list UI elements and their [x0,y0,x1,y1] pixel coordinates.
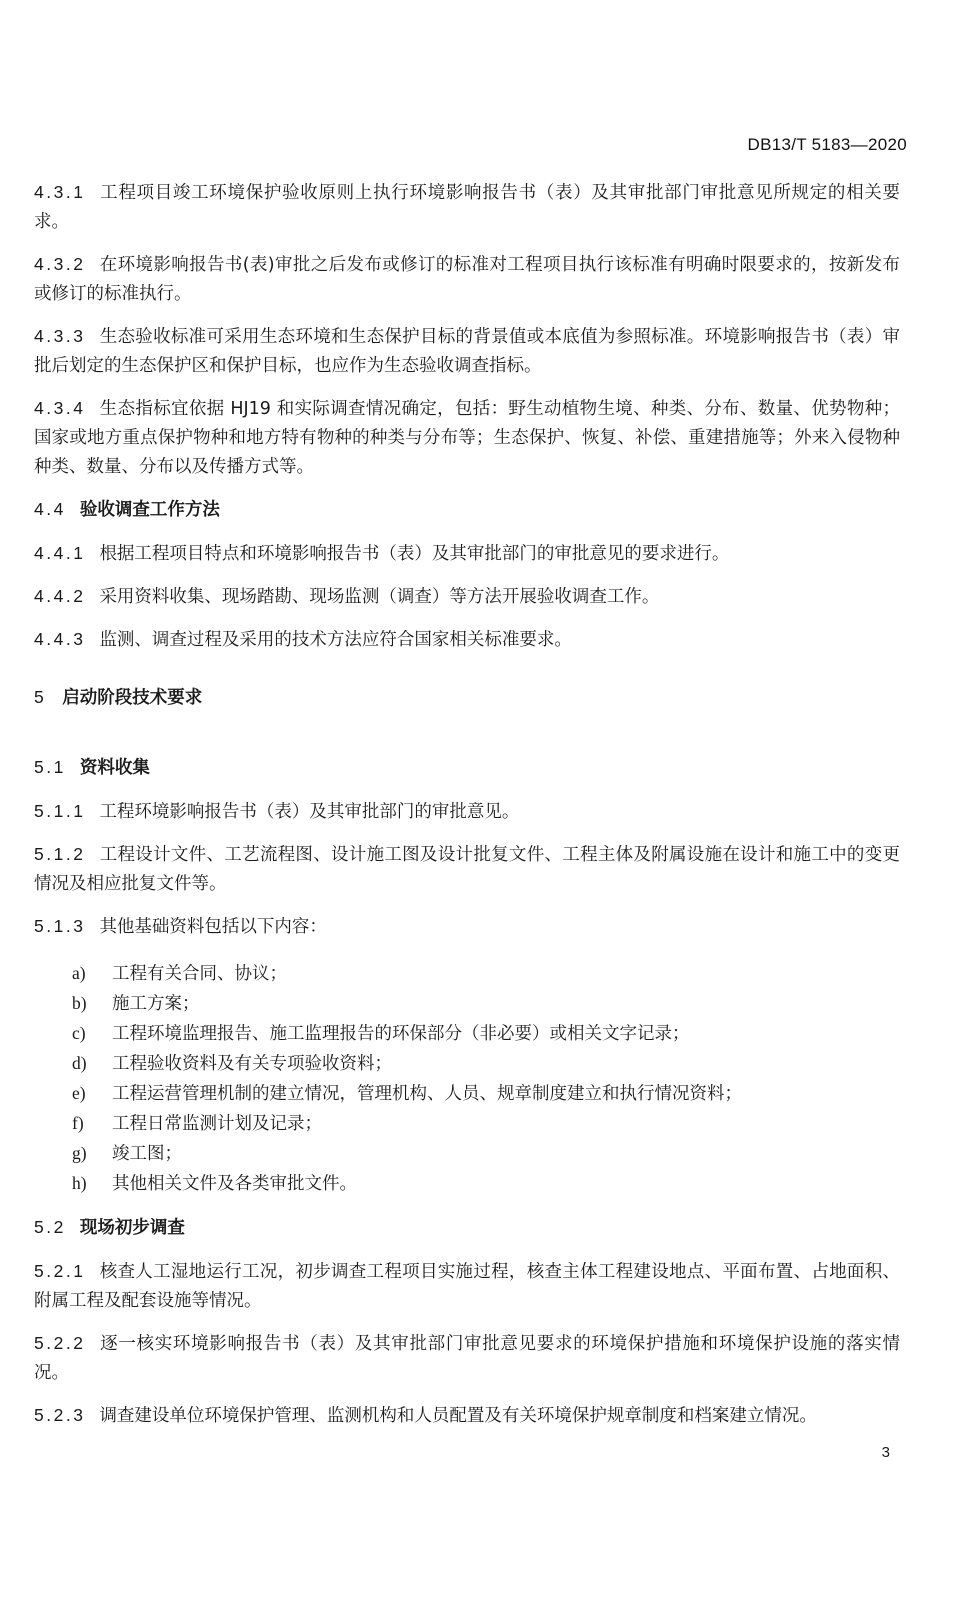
list-item [34,1049,900,1079]
page-number: 3 [881,1444,890,1461]
list-marker: c) [72,1023,86,1043]
chapter-number: 5 [34,687,47,707]
clause-4-3-1 [34,178,900,237]
list-item [34,1079,900,1109]
clause-number: 4.4.2 [34,586,86,606]
list-item [34,989,900,1019]
chapter-heading-5 [34,683,900,713]
clause-4-3-3 [34,322,900,381]
clause-number: 5.1.2 [34,844,86,864]
list-marker: f) [72,1113,84,1133]
list-item [34,1109,900,1139]
clause-number: 4.3.4 [34,398,86,418]
clause-5-1-2 [34,840,900,899]
clause-number: 4.4.3 [34,629,86,649]
clause-5-2-2 [34,1329,900,1388]
clause-number: 4.4.1 [34,543,86,563]
clause-text: 监测、调查过程及采用的技术方法应符合国家相关标准要求。 [99,630,572,650]
document-code: DB13/T 5183—2020 [747,135,907,154]
clause-number: 4.3.3 [34,326,86,346]
clause-text: 逐一核实环境影响报告书（表）及其审批部门审批意见要求的环境保护措施和环境保护设施的落实情况。 [34,1334,900,1383]
clause-4-3-4 [34,394,900,482]
clause-number: 5.1.3 [34,916,86,936]
list-item-text: 工程运营管理机制的建立情况，管理机构、人员、规章制度建立和执行情况资料； [112,1084,742,1104]
clause-5-2-1 [34,1257,900,1316]
clause-number: 4.3.2 [34,254,86,274]
clause-text: 根据工程项目特点和环境影响报告书（表）及其审批部门的审批意见的要求进行。 [99,544,730,564]
list-marker: g) [72,1143,87,1163]
section-heading-5-1 [34,753,900,783]
list-marker: d) [72,1053,87,1073]
list-item [34,1169,900,1199]
materials-list [34,959,900,1199]
list-marker: a) [72,963,86,983]
section-number: 5.2 [34,1217,66,1237]
list-item-text: 其他相关文件及各类审批文件。 [112,1174,357,1194]
chapter-title: 启动阶段技术要求 [62,688,203,708]
clause-4-4-1 [34,539,900,569]
section-title: 验收调查工作方法 [79,500,220,520]
clause-text: 工程环境影响报告书（表）及其审批部门的审批意见。 [99,802,520,822]
clause-number: 5.2.1 [34,1261,86,1281]
clause-text: 工程项目竣工环境保护验收原则上执行环境影响报告书（表）及其审批部门审批意见所规定的相关要求。 [34,183,900,232]
section-heading-5-2 [34,1213,900,1243]
list-item [34,1139,900,1169]
clause-number: 4.3.1 [34,182,86,202]
clause-number: 5.1.1 [34,801,86,821]
clause-5-1-1 [34,797,900,827]
clause-text: 核查人工湿地运行工况，初步调查工程项目实施过程，核查主体工程建设地点、平面布置、占地面积、附属工程及配套设施等情况。 [34,1262,900,1311]
section-title: 资料收集 [79,758,150,778]
list-item-text: 工程环境监理报告、施工监理报告的环保部分（非必要）或相关文字记录； [112,1024,690,1044]
section-number: 5.1 [34,757,66,777]
list-item [34,1019,900,1049]
clause-4-3-2 [34,250,900,309]
clause-text: 调查建设单位环境保护管理、监测机构和人员配置及有关环境保护规章制度和档案建立情况。 [99,1406,817,1426]
list-item-text: 工程验收资料及有关专项验收资料； [112,1054,392,1074]
clause-text: 生态验收标准可采用生态环境和生态保护目标的背景值或本底值为参照标准。环境影响报告书（表）审批后划定的生态保护区和保护目标，也应作为生态验收调查指标。 [34,327,900,376]
clause-4-4-2 [34,582,900,612]
document-body [34,178,900,1444]
clause-text: 其他基础资料包括以下内容： [99,917,327,937]
clause-5-2-3 [34,1401,900,1431]
list-item-text: 施工方案； [112,994,200,1014]
list-item-text: 竣工图； [112,1144,182,1164]
clause-4-4-3 [34,625,900,655]
list-marker: h) [72,1173,87,1193]
clause-text: 工程设计文件、工艺流程图、设计施工图及设计批复文件、工程主体及附属设施在设计和施工中的变更情况及相应批复文件等。 [34,845,900,894]
clause-text: 采用资料收集、现场踏勘、现场监测（调查）等方法开展验收调查工作。 [99,587,660,607]
clause-text: 生态指标宜依据 HJ19 和实际调查情况确定，包括：野生动植物生境、种类、分布、数量、优势物种；国家或地方重点保护物种和地方特有物种的种类与分布等；生态保护、恢复、补偿、重建措施等；外来入侵物种种类、数量、分布以及传播方式等。 [34,399,900,477]
clause-number: 5.2.3 [34,1405,86,1425]
clause-number: 5.2.2 [34,1333,86,1353]
clause-text: 在环境影响报告书(表)审批之后发布或修订的标准对工程项目执行该标准有明确时限要求的，按新发布或修订的标准执行。 [34,255,900,304]
list-item [34,959,900,989]
list-item-text: 工程有关合同、协议； [112,964,287,984]
section-heading-4-4 [34,495,900,525]
list-item-text: 工程日常监测计划及记录； [112,1114,322,1134]
list-marker: e) [72,1083,86,1103]
section-number: 4.4 [34,499,66,519]
list-marker: b) [72,993,87,1013]
section-title: 现场初步调查 [79,1218,185,1238]
clause-5-1-3 [34,912,900,942]
